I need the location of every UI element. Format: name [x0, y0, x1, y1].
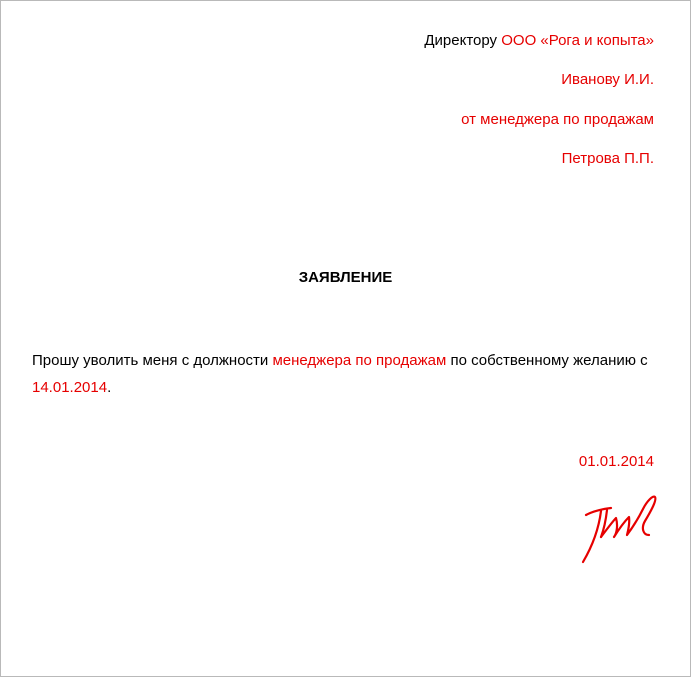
request-text-end: .	[107, 379, 112, 396]
request-paragraph	[32, 347, 662, 401]
request-text-start: Прошу уволить меня с должности	[32, 352, 273, 369]
company-name: ООО «Рога и копыта»	[501, 32, 654, 49]
handwritten-signature	[571, 487, 663, 567]
dismissal-date: 14.01.2014	[32, 379, 108, 396]
signing-date: 01.01.2014	[578, 453, 654, 470]
document-title: ЗАЯВЛЕНИЕ	[298, 269, 393, 286]
addressee-name: Иванову И.И.	[561, 71, 654, 88]
request-text-middle: по собственному желанию с	[446, 352, 648, 369]
addressee-prefix: Директору	[424, 32, 502, 49]
sender-name: Петрова П.П.	[561, 150, 654, 167]
sender-position: от менеджера по продажам	[461, 111, 654, 128]
addressee-line	[424, 32, 654, 50]
job-position: менеджера по продажам	[272, 352, 447, 369]
